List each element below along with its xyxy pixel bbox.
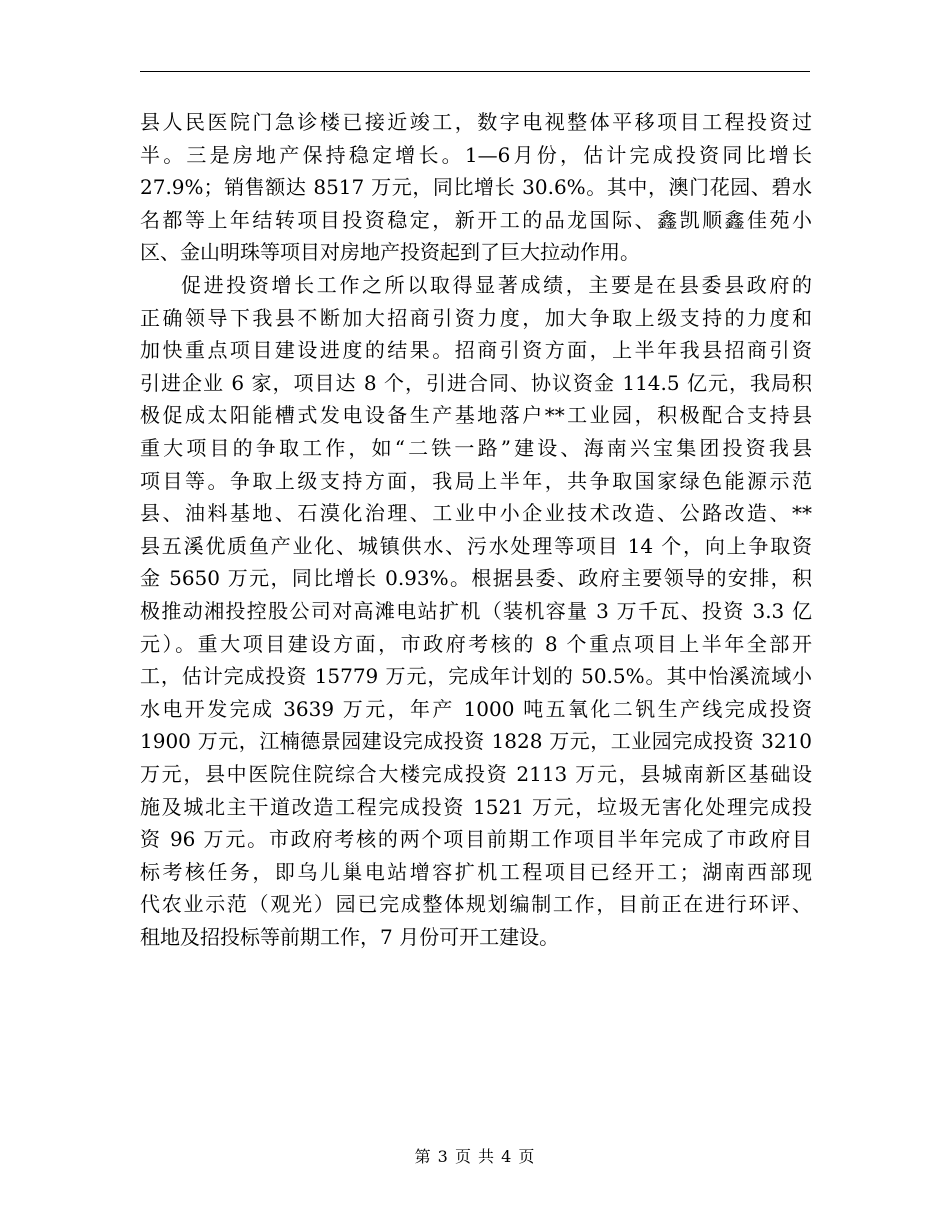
text-line: 县五溪优质鱼产业化、城镇供水、污水处理等项目 14 个，向上争取资 — [140, 533, 812, 558]
text-line: 租地及招投标等前期工作，7 月份可开工建设。 — [140, 925, 560, 949]
text-line: 元）。重大项目建设方面，市政府考核的 8 个重点项目上半年全部开 — [140, 631, 812, 656]
text-line: 金 5650 万元，同比增长 0.93%。根据县委、政府主要领导的安排，积 — [140, 566, 812, 591]
text-line: 名都等上年结转项目投资稳定，新开工的品龙国际、鑫凯顺鑫佳苑小 — [140, 207, 812, 232]
page-footer: 第 3 页 共 4 页 — [414, 1147, 536, 1166]
text-line: 重大项目的争取工作，如“二铁一路”建设、海南兴宝集团投资我县 — [140, 436, 812, 460]
text-line: 27.9%；销售额达 8517 万元，同比增长 30.6%。其中，澳门花园、碧水 — [140, 175, 812, 200]
text-line: 施及城北主干道改造工程完成投资 1521 万元，垃圾无害化处理完成投 — [140, 794, 812, 819]
text-line: 极促成太阳能槽式发电设备生产基地落户**工业园，积极配合支持县 — [140, 403, 812, 428]
text-line: 正确领导下我县不断加大招商引资力度，加大争取上级支持的力度和 — [140, 305, 812, 330]
text-line: 项目等。争取上级支持方面，我局上半年，共争取国家绿色能源示范 — [140, 468, 812, 493]
text-line: 引进企业 6 家，项目达 8 个，引进合同、协议资金 114.5 亿元，我局积 — [140, 370, 812, 395]
text-line: 加快重点项目建设进度的结果。招商引资方面，上半年我县招商引资 — [140, 338, 812, 363]
text-line: 县、油料基地、石漠化治理、工业中小企业技术改造、公路改造、** — [140, 501, 812, 526]
text-line: 标考核任务，即乌儿巢电站增容扩机工程项目已经开工；湖南西部现 — [140, 859, 812, 884]
text-line: 促进投资增长工作之所以取得显著成绩，主要是在县委县政府的 — [181, 273, 812, 297]
text-line: 县人民医院门急诊楼已接近竣工，数字电视整体平移项目工程投资过 — [140, 110, 812, 134]
text-line: 半。三是房地产保持稳定增长。1—6月份，估计完成投资同比增长 — [140, 142, 812, 167]
text-line: 极推动湘投控股公司对高滩电站扩机（装机容量 3 万千瓦、投资 3.3 亿 — [140, 599, 812, 623]
text-line: 1900 万元，江楠德景园建设完成投资 1828 万元，工业园完成投资 3210 — [140, 729, 812, 754]
text-line: 区、金山明珠等项目对房地产投资起到了巨大拉动作用。 — [140, 240, 640, 265]
text-line: 资 96 万元。市政府考核的两个项目前期工作项目半年完成了市政府目 — [140, 827, 812, 852]
text-line: 万元，县中医院住院综合大楼完成投资 2113 万元，县城南新区基础设 — [140, 762, 812, 786]
text-line: 工，估计完成投资 15779 万元，完成年计划的 50.5%。其中怡溪流域小 — [140, 664, 812, 689]
header-rule — [140, 71, 810, 72]
text-line: 代农业示范（观光）园已完成整体规划编制工作，目前正在进行环评、 — [140, 892, 812, 917]
text-line: 水电开发完成 3639 万元，年产 1000 吨五氧化二钒生产线完成投资 — [140, 696, 812, 721]
